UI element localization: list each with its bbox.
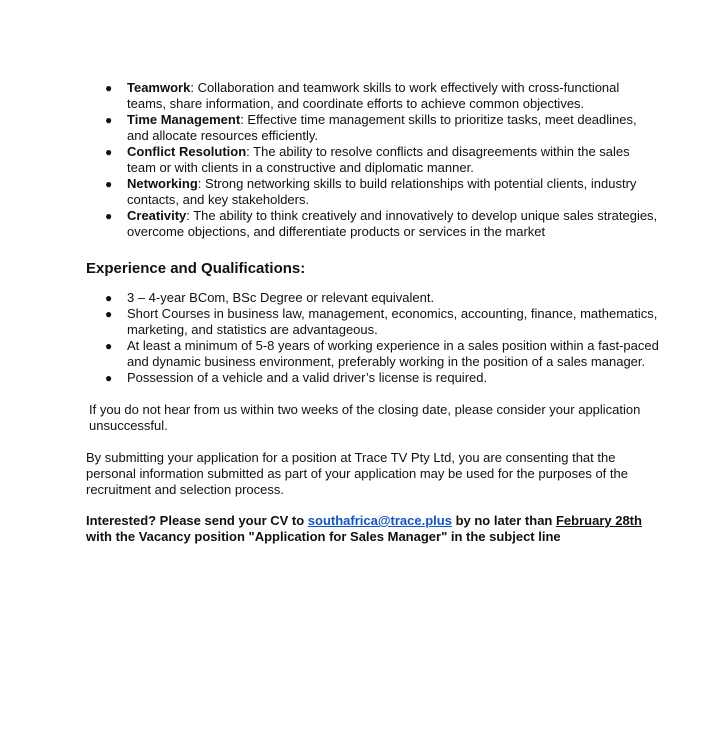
qualification-text: 3 – 4-year BCom, BSc Degree or relevant equivalent.	[127, 290, 435, 305]
bullet-icon: ●	[105, 209, 113, 223]
call-to-action	[86, 513, 660, 545]
bullet-icon: ●	[105, 81, 113, 95]
skill-description: : Effective time management skills to prioritize tasks, meet deadlines, and allocate resources efficiently.	[127, 112, 637, 143]
cta-prefix: Interested? Please send your CV to	[86, 513, 308, 528]
list-item	[105, 306, 660, 338]
cta-middle: by no later than	[451, 513, 556, 528]
bullet-icon: ●	[105, 291, 113, 305]
qualification-text: Short Courses in business law, management, economics, accounting, finance, mathematics, marketing, and statistics are advantageous.	[127, 306, 658, 337]
list-item	[105, 370, 660, 386]
list-item	[105, 338, 660, 370]
bullet-icon: ●	[105, 371, 113, 385]
qualification-text: Possession of a vehicle and a valid driver’s license is required.	[127, 370, 488, 385]
skill-term: Creativity	[127, 208, 187, 223]
bullet-icon: ●	[105, 177, 113, 191]
list-item	[105, 290, 660, 306]
list-item	[105, 112, 660, 144]
list-item	[105, 208, 660, 240]
skill-term: Time Management	[127, 112, 241, 127]
bullet-icon: ●	[105, 339, 113, 353]
list-item	[105, 176, 660, 208]
bullet-icon: ●	[105, 113, 113, 127]
skill-description: : Collaboration and teamwork skills to work effectively with cross-functional teams, share information, and coordinate efforts to achieve common objectives.	[127, 80, 620, 111]
notice-paragraph: If you do not hear from us within two weeks of the closing date, please consider your application unsuccessful.	[89, 402, 641, 433]
email-link[interactable]: southafrica@trace.plus	[307, 513, 452, 528]
skill-term: Networking	[127, 176, 198, 191]
qualification-text: At least a minimum of 5-8 years of working experience in a sales position within a fast-paced and dynamic business environment, preferably working in the position of a sales manager.	[127, 338, 659, 369]
skill-description: : Strong networking skills to build relationships with potential clients, industry contacts, and key stakeholders.	[127, 176, 637, 207]
list-item	[105, 144, 660, 176]
section-heading: Experience and Qualifications:	[86, 260, 306, 277]
consent-paragraph: By submitting your application for a position at Trace TV Pty Ltd, you are consenting that the personal information submitted as part of your application may be used for the purposes of the recruitment and selection process.	[86, 450, 628, 497]
cta-suffix: with the Vacancy position "Application for Sales Manager" in the subject line	[86, 529, 561, 544]
list-item	[105, 80, 660, 112]
skill-description: : The ability to resolve conflicts and disagreements within the sales team or with clients in a constructive and diplomatic manner.	[127, 144, 630, 175]
skill-term: Teamwork	[127, 80, 191, 95]
skill-description: : The ability to think creatively and innovatively to develop unique sales strategies, overcome objections, and differentiate products or services in the market	[127, 208, 658, 239]
skill-term: Conflict Resolution	[127, 144, 247, 159]
deadline-date: February 28th	[555, 513, 642, 528]
bullet-icon: ●	[105, 145, 113, 159]
bullet-icon: ●	[105, 307, 113, 321]
experience-list	[86, 290, 660, 386]
skills-list	[86, 80, 660, 240]
